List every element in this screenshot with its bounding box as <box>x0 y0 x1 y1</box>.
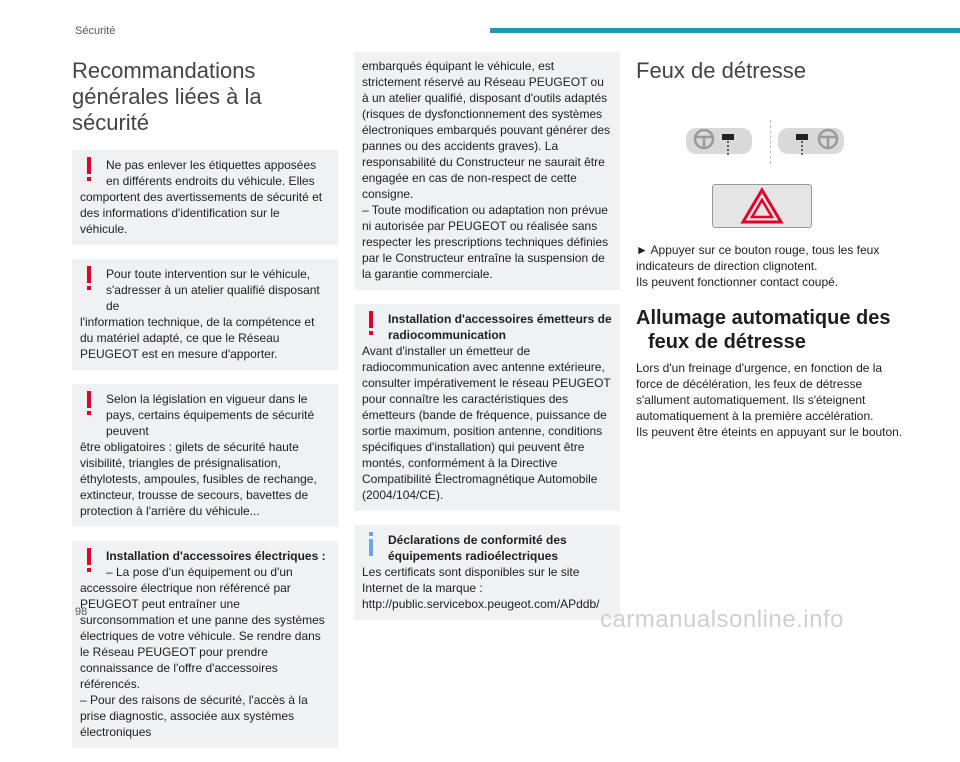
page-number: 98 <box>75 606 88 618</box>
info-box-conformity <box>354 525 620 620</box>
box-text-first: Ne pas enlever les étiquettes apposées en différents endroits du véhicule. Elles <box>106 158 317 188</box>
warning-icon <box>86 266 92 292</box>
box-text-rest: l'information technique, de la compétence et du matériel adapté, ce que le Réseau PEUGEOT est en mesure d'apporter. <box>80 315 315 361</box>
subtitle-line2: feux de détresse <box>648 331 806 353</box>
instruction-text: ► Appuyer sur ce bouton rouge, tous les feux indicateurs de direction clignotent. <box>636 243 880 273</box>
hazard-title: Feux de détresse <box>636 58 806 83</box>
warning-box-labels <box>72 150 338 245</box>
page-title-line1: Recommandations <box>72 58 256 83</box>
warning-box-electrical-accessories <box>72 541 338 748</box>
box-text-first: Pour toute intervention sur le véhicule, s'adresser à un atelier qualifié disposant de <box>106 267 320 313</box>
hazard-figure <box>636 84 908 234</box>
header-accent-bar <box>490 28 960 33</box>
box-text-body: Les certificats sont disponibles sur le site Internet de la marque : <box>362 565 580 595</box>
steering-wheel-icon <box>684 124 754 160</box>
warning-box-intervention <box>72 259 338 370</box>
box-text-rest: être obligatoires : gilets de sécurité haute visibilité, triangles de présignalisation, éthylotests, ampoules, fusibles de rechange, extincteur, trousse de secours, bavettes de protection à l'arrière du véhicule... <box>80 440 317 518</box>
watermark: carmanualsonline.info <box>600 606 844 633</box>
box-text-rest: comportent des avertissements de sécurité et des informations d'identification sur le véhicule. <box>80 190 323 236</box>
subtitle-line1: Allumage automatique des <box>636 307 891 329</box>
auto-text-1: Lors d'un freinage d'urgence, en fonction de la force de décélération, les feux de détresse s'allument automatiquement. Ils s'éteignent automatiquement à la première accélération. <box>636 361 883 423</box>
info-icon <box>368 532 374 558</box>
box-text-first: – La pose d'un équipement ou d'un <box>106 565 293 579</box>
hazard-instructions <box>636 242 908 290</box>
warning-icon <box>368 311 374 337</box>
middle-column <box>354 52 620 634</box>
box-text-first: Selon la législation en vigueur dans le pays, certains équipements de sécurité peuvent <box>106 392 315 438</box>
figure-divider <box>770 120 771 164</box>
box-text-body: Avant d'installer un émetteur de radiocommunication avec antenne extérieure, consulter impérativement le réseau PEUGEOT pour connaître les caractéristiques des émetteurs (bande de fréquence, puissance de sortie maximum, position antenne, conditions spécifiques d'installation) qui peuvent être montés, conformément à la Directive Compatibilité Électromagnétique Automobile (2004/104/CE). <box>362 344 611 502</box>
warning-icon <box>86 548 92 574</box>
hazard-button <box>712 184 812 228</box>
warning-box-radio <box>354 304 620 511</box>
box-text-diagnostic: – Pour des raisons de sécurité, l'accès à la prise diagnostic, associée aux systèmes électroniques <box>80 693 308 739</box>
box-text-rest: accessoire électrique non référencé par PEUGEOT peut entraîner une surconsommation et une panne des systèmes électriques de votre véhicule. Se rendre dans le Réseau PEUGEOT pour prendre connaissance de l'offre d'accessoires référencés. <box>80 581 325 691</box>
auto-text-2: Ils peuvent être éteints en appuyant sur le bouton. <box>636 425 903 439</box>
auto-hazard-subtitle <box>636 306 908 354</box>
left-column <box>72 52 338 762</box>
page-title <box>72 58 338 136</box>
steering-wheel-icon <box>776 124 846 160</box>
warning-icon <box>86 157 92 183</box>
section-header: Sécurité <box>75 25 116 37</box>
box-text-continued: embarqués équipant le véhicule, est strictement réservé au Réseau PEUGEOT ou à un atelier qualifié, disposant d'outils adaptés (risques de dysfonctionnement des systèmes électroniques embarqués pouvant générer des pannes ou des accidents graves). La responsabilité du Constructeur ne saurait être engagée en cas de non-respect de cette consigne. <box>362 59 611 201</box>
warning-box-equipment <box>72 384 338 527</box>
auto-hazard-text <box>636 360 908 440</box>
warning-icon <box>86 391 92 417</box>
hazard-triangle-icon <box>713 185 811 227</box>
box-heading: Installation d'accessoires électriques : <box>106 549 326 563</box>
warning-box-continued <box>354 52 620 290</box>
box-text-modification: – Toute modification ou adaptation non prévue ni autorisée par PEUGEOT ou réalisée sans respecter les prescriptions techniques définies par le Constructeur entraîne la suspension de la garantie commerciale. <box>362 203 609 281</box>
box-heading: Installation d'accessoires émetteurs de radiocommunication <box>388 312 612 342</box>
box-url: http://public.servicebox.peugeot.com/APddb/ <box>362 597 600 611</box>
page-title-line2: générales liées à la sécurité <box>72 84 262 135</box>
box-heading: Déclarations de conformité des équipements radioélectriques <box>388 533 567 563</box>
instruction-text-2: Ils peuvent fonctionner contact coupé. <box>636 275 839 289</box>
right-column <box>636 52 908 440</box>
